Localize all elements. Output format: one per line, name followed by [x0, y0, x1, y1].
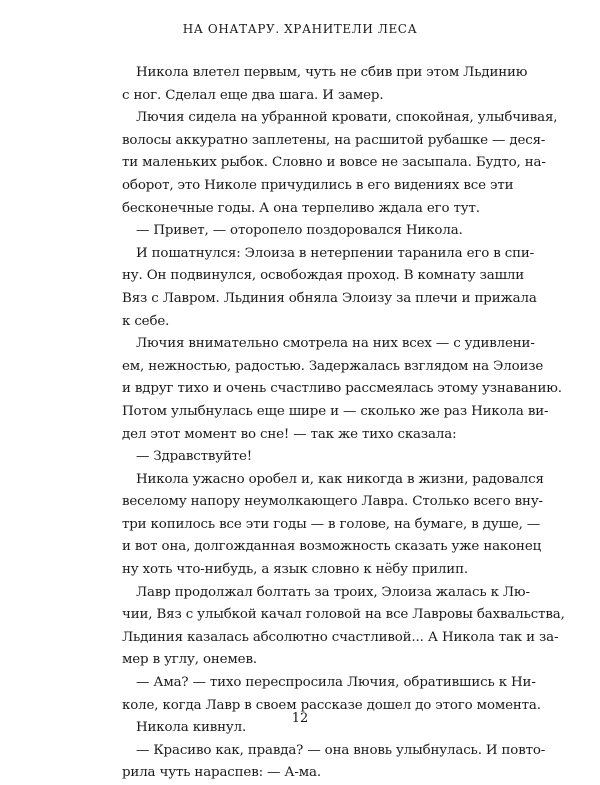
text-line: чии, Вяз с улыбкой качал головой на все Лавровы бахвальства, [122, 607, 565, 623]
text-line: Никола ужасно оробел и, как никогда в жизни, радовался [136, 471, 544, 487]
text-line: к себе. [122, 313, 170, 329]
text-line: ну хоть что-нибудь, а язык словно к нёбу прилип. [122, 562, 468, 578]
text-line: и вдруг тихо и очень счастливо рассмеялась этому узнаванию. [122, 381, 562, 397]
text-line: Вяз с Лавром. Льдиния обняла Элоизу за плечи и прижала [122, 290, 537, 306]
text-line: и вот она, долгожданная возможность сказать уже наконец [122, 539, 542, 555]
text-line: Никола влетел первым, чуть не сбив при этом Льдинию [136, 65, 528, 80]
text-line: — Красиво как, правда? — она вновь улыбнулась. И повто- [136, 742, 546, 758]
running-head: НА ОНАТАРУ. ХРАНИТЕЛИ ЛЕСА [182, 22, 418, 36]
text-line: Лючия внимательно смотрела на них всех — с удивлени- [136, 336, 535, 352]
text-line: — Ама? — тихо переспросила Лючия, обратившись к Ни- [136, 675, 536, 691]
text-line: Льдиния казалась абсолютно счастливой... А Никола так и за- [122, 629, 559, 645]
page-number: 12 [291, 711, 309, 726]
body-text [122, 62, 565, 785]
text-line: ем, нежностью, радостью. Задержалась взглядом на Элоизе [122, 358, 544, 374]
text-line: коле, когда Лавр в своем рассказе дошел до этого момента. [122, 697, 541, 713]
text-line: оборот, это Николе причудились в его видениях все эти [122, 177, 514, 193]
text-line: с ног. Сделал еще два шага. И замер. [122, 87, 384, 103]
text-line: дел этот момент во сне! — так же тихо сказала: [122, 426, 457, 442]
text-line: волосы аккуратно заплетены, на расшитой рубашке — деся- [122, 132, 546, 148]
text-line: Лавр продолжал болтать за троих, Элоиза жалась к Лю- [136, 584, 530, 600]
text-line: ну. Он подвинулся, освобождая проход. В комнату зашли [122, 268, 525, 284]
text-line: Лючия сидела на убранной кровати, спокойная, улыбчивая, [136, 110, 558, 126]
text-line: мер в углу, онемев. [122, 652, 257, 668]
text-line: три копилось все эти годы — в голове, на бумаге, в душе, — [122, 516, 541, 532]
text-line: — Здравствуйте! [136, 449, 253, 465]
text-line: — Привет, — оторопело поздоровался Никола. [136, 223, 463, 239]
text-line: Никола кивнул. [136, 720, 247, 736]
text-line: ти маленьких рыбок. Словно и вовсе не засыпала. Будто, на- [122, 155, 546, 171]
text-line: Потом улыбнулась еще шире и — сколько же раз Никола ви- [122, 403, 549, 419]
text-line: рила чуть нараспев: — А-ма. [122, 765, 321, 781]
text-line: бесконечные годы. А она терпеливо ждала его тут. [122, 200, 480, 216]
text-line: веселому напору неумолкающего Лавра. Столько всего вну- [122, 494, 543, 510]
text-line: И пошатнулся: Элоиза в нетерпении таранила его в спи- [136, 245, 535, 261]
